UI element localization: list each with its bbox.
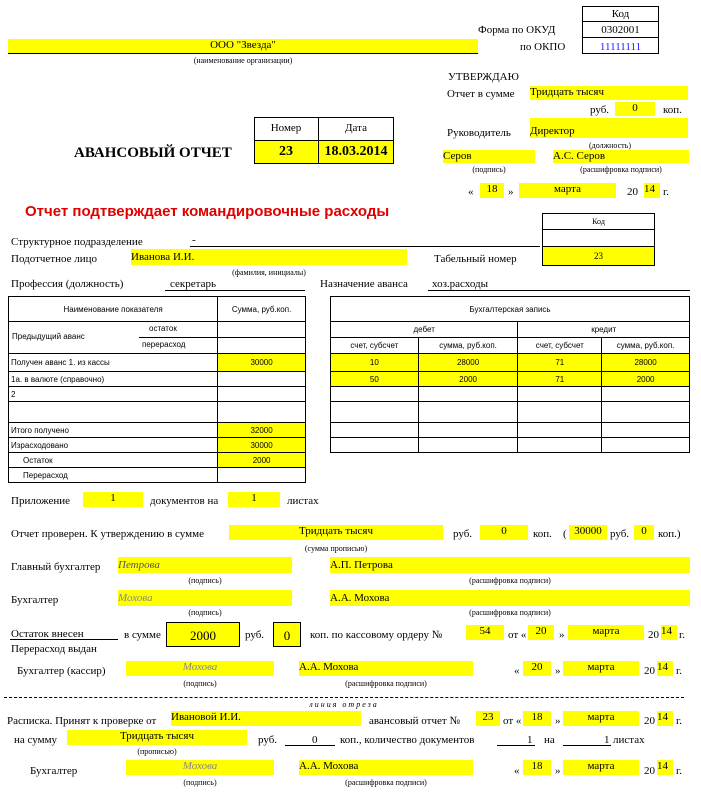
cash-month: марта — [568, 625, 644, 640]
receipt-month: марта — [563, 711, 639, 726]
right-cell — [518, 387, 602, 402]
receipt-ot-label: от « — [503, 715, 522, 727]
codes-kod-label: Код — [611, 8, 630, 20]
okud-value: 0302001 — [601, 24, 640, 36]
verified-kop2: 0 — [634, 525, 654, 540]
verified-paren: ( — [563, 528, 567, 540]
prev-advance-sum-cell — [218, 322, 306, 354]
cash-pererashod-label: Перерасход выдан — [11, 643, 97, 655]
receipt-report-no: 23 — [476, 711, 500, 726]
receipt-on-label: на — [544, 734, 555, 746]
receipt-acc-decoding: А.А. Мохова — [299, 760, 473, 775]
right-cell — [418, 438, 518, 453]
left-row-value: 30000 — [218, 438, 306, 453]
approve-quote-close: » — [508, 186, 514, 198]
cash-year-label: г. — [679, 629, 686, 641]
receipt-year-prefix: 20 — [644, 715, 655, 727]
prev-pererashod-label: перерасход — [142, 340, 186, 349]
verified-rub-label: руб. — [453, 528, 473, 540]
org-name: ООО "Звезда" — [8, 39, 478, 53]
left-row-value: 2000 — [218, 453, 306, 468]
receipt-year2-suffix: 14 — [657, 760, 673, 775]
attach-sheets: 1 — [228, 492, 280, 507]
annotation-text: Отчет подтверждает командировочные расходы — [25, 203, 390, 220]
verified-caption: (сумма прописью) — [304, 544, 368, 553]
verified-rub-num: 30000 — [569, 525, 607, 540]
employee-kod-label: Код — [592, 217, 605, 226]
receipt-report-label: авансовый отчет № — [369, 715, 460, 727]
receipt-kop-label: коп., количество документов — [340, 734, 475, 746]
receipt-quote-open: « — [514, 765, 520, 777]
left-row-value: 32000 — [218, 423, 306, 438]
tab-value: 23 — [543, 247, 654, 265]
verified-sum-words: Тридцать тысяч — [229, 525, 443, 540]
kredit-label: кредит — [518, 322, 690, 338]
receipt-day: 18 — [523, 711, 551, 726]
profession-value: секретарь — [170, 278, 216, 290]
cut-line — [4, 697, 684, 698]
receipt-acc-signature-caption: (подпись) — [183, 778, 217, 787]
approve-rub-label: руб. — [590, 104, 610, 116]
right-cell: 28000 — [602, 354, 690, 372]
verified-kop2-label: коп.) — [658, 528, 681, 540]
report-title: АВАНСОВЫЙ ОТЧЕТ — [74, 145, 232, 161]
right-table — [330, 296, 690, 453]
cash-order-no: 54 — [466, 625, 504, 640]
chief-decoding-caption: (расшифровка подписи) — [469, 576, 551, 585]
approve-month: марта — [519, 183, 616, 198]
cut-line-label: линия отреза — [309, 700, 379, 709]
right-cell: 2000 — [602, 372, 690, 387]
tab-label: Табельный номер — [434, 253, 517, 265]
right-cell — [331, 423, 419, 438]
receipt-acc-decoding-caption: (расшифровка подписи) — [345, 778, 427, 787]
left-row-label: 1а. в валюте (справочно) — [9, 372, 218, 387]
verified-label: Отчет проверен. К утверждению в сумме — [11, 528, 204, 540]
receipt-from: Ивановой И.И. — [171, 711, 361, 726]
left-table — [8, 296, 306, 483]
right-cell — [418, 402, 518, 423]
left-row-value: 30000 — [218, 354, 306, 372]
cash-rub-label: руб. — [245, 629, 265, 641]
debet-label: дебет — [331, 322, 518, 338]
accountant-signature: Мохова — [118, 590, 292, 606]
purpose-value: хоз.расходы — [432, 278, 489, 290]
receipt-rub-label: руб. — [258, 734, 278, 746]
right-cell — [418, 387, 518, 402]
approve-head-position: Директор — [530, 118, 688, 138]
approve-kop-value: 0 — [615, 102, 655, 116]
purpose-label: Назначение аванса — [320, 278, 408, 290]
verified-kop: 0 — [480, 525, 528, 540]
receipt-day2: 18 — [523, 760, 551, 775]
approve-kop-label: коп. — [663, 104, 682, 116]
left-row-label: Перерасход — [9, 468, 218, 483]
left-row-label: Итого получено — [9, 423, 218, 438]
left-row-label: Получен аванс 1. из кассы — [9, 354, 218, 372]
report-number: 23 — [255, 141, 317, 163]
chief-label: Главный бухгалтер — [11, 561, 101, 573]
approve-sum-value: Тридцать тысяч — [530, 86, 688, 100]
left-row-label: Израсходовано — [9, 438, 218, 453]
right-cell: 10 — [331, 354, 419, 372]
right-cell — [331, 402, 419, 423]
approve-decoding: А.С. Серов — [553, 150, 689, 163]
cashier-signature: Мохова — [126, 661, 274, 676]
chief-decoding: А.П. Петрова — [330, 557, 690, 573]
attach-docs-label: документов на — [150, 495, 219, 507]
chief-signature: Петрова — [118, 557, 292, 573]
right-cell — [331, 387, 419, 402]
right-cell: 50 — [331, 372, 419, 387]
cash-year-prefix: 20 — [648, 629, 659, 641]
kredit-sum-header: сумма, руб.коп. — [602, 338, 690, 354]
left-row-value — [218, 387, 306, 402]
left-row-label — [9, 402, 218, 423]
approve-quote-open: « — [468, 186, 474, 198]
receipt-year-label: г. — [676, 715, 683, 727]
right-cell: 2000 — [418, 372, 518, 387]
debet-sum-header: сумма, руб.коп. — [418, 338, 518, 354]
approve-year-label: г. — [663, 186, 670, 198]
cashier-year-prefix: 20 — [644, 665, 655, 677]
cashier-year-suffix: 14 — [657, 661, 673, 676]
receipt-quote-close2: » — [555, 765, 561, 777]
right-title: Бухгалтерская запись — [331, 297, 690, 322]
receipt-year-suffix: 14 — [657, 711, 673, 726]
org-caption: (наименование организации) — [193, 56, 293, 65]
cashier-quote-close: » — [555, 665, 561, 677]
report-date: 18.03.2014 — [319, 141, 393, 163]
right-cell — [602, 438, 690, 453]
chief-signature-caption: (подпись) — [188, 576, 222, 585]
approve-sum-label: Отчет в сумме — [447, 88, 515, 100]
accountant-decoding-caption: (расшифровка подписи) — [469, 608, 551, 617]
cash-kop-value: 0 — [273, 622, 301, 647]
right-cell: 71 — [518, 372, 602, 387]
right-cell — [518, 438, 602, 453]
accountant-decoding: А.А. Мохова — [330, 590, 690, 606]
report-number-label: Номер — [270, 122, 302, 134]
approve-year-suffix: 14 — [644, 183, 660, 198]
approve-day: 18 — [480, 183, 504, 198]
cash-quote-close: » — [559, 629, 565, 641]
right-cell — [518, 423, 602, 438]
approve-head-label: Руководитель — [447, 127, 511, 139]
prev-advance-cell — [9, 322, 218, 354]
left-row-label: Остаток — [9, 453, 218, 468]
person-label: Подотчетное лицо — [11, 253, 98, 265]
left-row-value — [218, 402, 306, 423]
receipt-sum-label: на сумму — [14, 734, 58, 746]
receipt-acc-label: Бухгалтер — [30, 765, 78, 777]
prev-advance-label: Предыдущий аванс — [12, 332, 85, 341]
department-value: - — [192, 234, 196, 246]
cashier-day: 20 — [523, 661, 551, 676]
left-row-value — [218, 468, 306, 483]
receipt-quote-close: » — [555, 715, 561, 727]
attach-count: 1 — [83, 492, 143, 507]
receipt-label: Расписка. Принят к проверке от — [7, 715, 157, 727]
receipt-month2: марта — [563, 760, 639, 775]
prev-ostatok-label: остаток — [149, 324, 177, 333]
cashier-label: Бухгалтер (кассир) — [17, 665, 106, 677]
attach-label: Приложение — [11, 495, 71, 507]
cashier-month: марта — [563, 661, 639, 676]
cashier-signature-caption: (подпись) — [183, 679, 217, 688]
approve-decoding-caption: (расшифровка подписи) — [580, 165, 662, 174]
cashier-decoding-caption: (расшифровка подписи) — [345, 679, 427, 688]
left-col-name: Наименование показателя — [9, 297, 218, 322]
cashier-quote-open: « — [514, 665, 520, 677]
right-cell — [602, 387, 690, 402]
right-cell: 71 — [518, 354, 602, 372]
left-row-label: 2 — [9, 387, 218, 402]
okpo-value: 11111111 — [599, 41, 642, 53]
right-cell: 28000 — [418, 354, 518, 372]
verified-rub2-label: руб. — [610, 528, 630, 540]
okud-label: Форма по ОКУД — [478, 24, 556, 36]
approve-year-prefix: 20 — [627, 186, 638, 198]
cash-day: 20 — [528, 625, 554, 640]
accountant-signature-caption: (подпись) — [188, 608, 222, 617]
right-cell — [331, 438, 419, 453]
debet-acc-header: счет, субсчет — [331, 338, 419, 354]
attach-sheets-label: листах — [287, 495, 319, 507]
cash-ostatok-label: Остаток внесен — [11, 628, 84, 640]
okpo-label: по ОКПО — [520, 41, 566, 53]
right-cell — [602, 402, 690, 423]
profession-label: Профессия (должность) — [11, 278, 124, 290]
approve-position-caption: (должность) — [589, 141, 631, 150]
receipt-year2-label: г. — [676, 765, 683, 777]
receipt-sheets-label: листах — [613, 734, 645, 746]
receipt-sheets: 1 — [604, 734, 610, 746]
right-cell — [418, 423, 518, 438]
receipt-year2-prefix: 20 — [644, 765, 655, 777]
left-row-value — [218, 372, 306, 387]
right-cell — [518, 402, 602, 423]
verified-kop-label: коп. — [533, 528, 552, 540]
person-caption: (фамилия, инициалы) — [232, 268, 306, 277]
receipt-acc-signature: Мохова — [126, 760, 274, 775]
person-value: Иванова И.И. — [131, 249, 407, 265]
approve-title: УТВЕРЖДАЮ — [448, 71, 519, 83]
receipt-sum-words: Тридцать тысяч — [67, 730, 247, 745]
right-cell — [602, 423, 690, 438]
accountant-label: Бухгалтер — [11, 594, 59, 606]
receipt-kop-value: 0 — [312, 734, 318, 746]
left-col-sum: Сумма, руб.коп. — [218, 297, 306, 322]
report-date-label: Дата — [345, 122, 367, 134]
kredit-acc-header: счет, субсчет — [518, 338, 602, 354]
cash-rub-value: 2000 — [166, 622, 240, 647]
cash-year-suffix: 14 — [661, 625, 677, 640]
department-label: Структурное подразделение — [11, 236, 143, 248]
cash-sum-label: в сумме — [124, 629, 161, 641]
cashier-decoding: А.А. Мохова — [299, 661, 473, 676]
approve-signature: Серов — [443, 150, 535, 163]
cash-order-label: коп. по кассовому ордеру № — [310, 629, 443, 641]
receipt-words-caption: (прописью) — [137, 747, 177, 756]
receipt-docs-count: 1 — [527, 734, 533, 746]
cash-ot-label: от « — [508, 629, 527, 641]
approve-signature-caption: (подпись) — [472, 165, 506, 174]
cashier-year-label: г. — [676, 665, 683, 677]
